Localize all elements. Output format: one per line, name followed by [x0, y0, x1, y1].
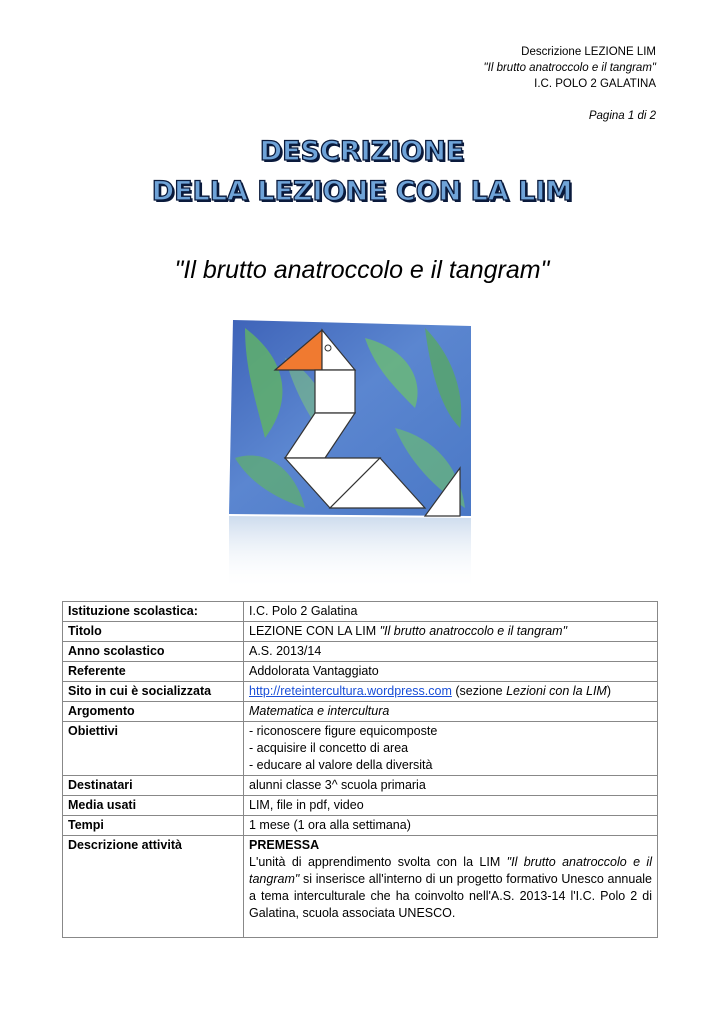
tangram-duck-svg: [225, 318, 475, 590]
premessa-part-2: si inserisce all'interno di un progetto formativo Unesco annuale a tema interculturale che ha coinvolto nell'A.S. 2013-14 l'I.C. Polo 2 di Galatina, scuola associata UNESCO.: [249, 872, 652, 920]
header-line-2: "Il brutto anatroccolo e il tangram": [483, 62, 656, 74]
value-argomento: Matematica e intercultura: [244, 702, 658, 722]
value-media: LIM, file in pdf, video: [244, 796, 658, 816]
table-row: [63, 642, 658, 662]
table-row: [63, 622, 658, 642]
table-row: [63, 816, 658, 836]
titolo-prefix: LEZIONE CON LA LIM: [249, 624, 380, 638]
label-referente: Referente: [63, 662, 244, 682]
eye: [325, 345, 331, 351]
obiettivo-item: - educare al valore della diversità: [249, 758, 433, 772]
neck-square: [315, 370, 355, 413]
value-istituzione: I.C. Polo 2 Galatina: [244, 602, 658, 622]
table-row: [63, 796, 658, 816]
header-line-3: I.C. POLO 2 GALATINA: [534, 78, 656, 90]
cell-spacer: [249, 922, 652, 936]
label-istituzione: Istituzione scolastica:: [63, 602, 244, 622]
obiettivo-item: - acquisire il concetto di area: [249, 741, 409, 755]
table-row: [63, 722, 658, 776]
table-row: [63, 836, 658, 938]
sito-end: ): [606, 684, 612, 698]
label-descrizione: Descrizione attività: [63, 836, 244, 938]
label-obiettivi: Obiettivi: [63, 722, 244, 776]
premessa-text: [249, 854, 652, 922]
table-row: [63, 682, 658, 702]
header-line-1: Descrizione LEZIONE LIM: [521, 46, 656, 58]
label-sito: Sito in cui è socializzata: [63, 682, 244, 702]
value-obiettivi: [244, 722, 658, 776]
premessa-title: PREMESSA: [249, 838, 320, 852]
value-destinatari: alunni classe 3^ scuola primaria: [244, 776, 658, 796]
sito-italic: Lezioni con la LIM: [506, 684, 607, 698]
value-referente: Addolorata Vantaggiato: [244, 662, 658, 682]
banner-title-line-2: DELLA LEZIONE CON LA LIM: [151, 176, 573, 207]
banner-title-line-1: DESCRIZIONE: [259, 136, 465, 167]
tile-reflection: [229, 516, 471, 590]
label-tempi: Tempi: [63, 816, 244, 836]
table-row: [63, 776, 658, 796]
table-row: [63, 662, 658, 682]
site-link[interactable]: http://reteintercultura.wordpress.com: [249, 684, 452, 698]
label-titolo: Titolo: [63, 622, 244, 642]
label-destinatari: Destinatari: [63, 776, 244, 796]
premessa-italic: "Il brutto anatroccolo e il tangram": [249, 855, 652, 886]
sito-mid: (sezione: [451, 684, 507, 698]
value-sito: [244, 682, 658, 702]
table-row: [63, 602, 658, 622]
tangram-duck-illustration: [225, 318, 475, 590]
titolo-italic: "Il brutto anatroccolo e il tangram": [379, 624, 568, 638]
page-header: [484, 44, 656, 92]
table-row: [63, 702, 658, 722]
label-argomento: Argomento: [63, 702, 244, 722]
label-media: Media usati: [63, 796, 244, 816]
value-titolo: [244, 622, 658, 642]
lesson-info-table: [62, 601, 658, 938]
value-descrizione: [244, 836, 658, 938]
lesson-subtitle: "Il brutto anatroccolo e il tangram": [174, 256, 550, 284]
value-anno: A.S. 2013/14: [244, 642, 658, 662]
premessa-part-1: L'unità di apprendimento svolta con la LIM: [249, 855, 507, 869]
obiettivo-item: - riconoscere figure equicomposte: [249, 724, 438, 738]
value-tempi: 1 mese (1 ora alla settimana): [244, 816, 658, 836]
label-anno: Anno scolastico: [63, 642, 244, 662]
page-number: Pagina 1 di 2: [588, 110, 656, 122]
